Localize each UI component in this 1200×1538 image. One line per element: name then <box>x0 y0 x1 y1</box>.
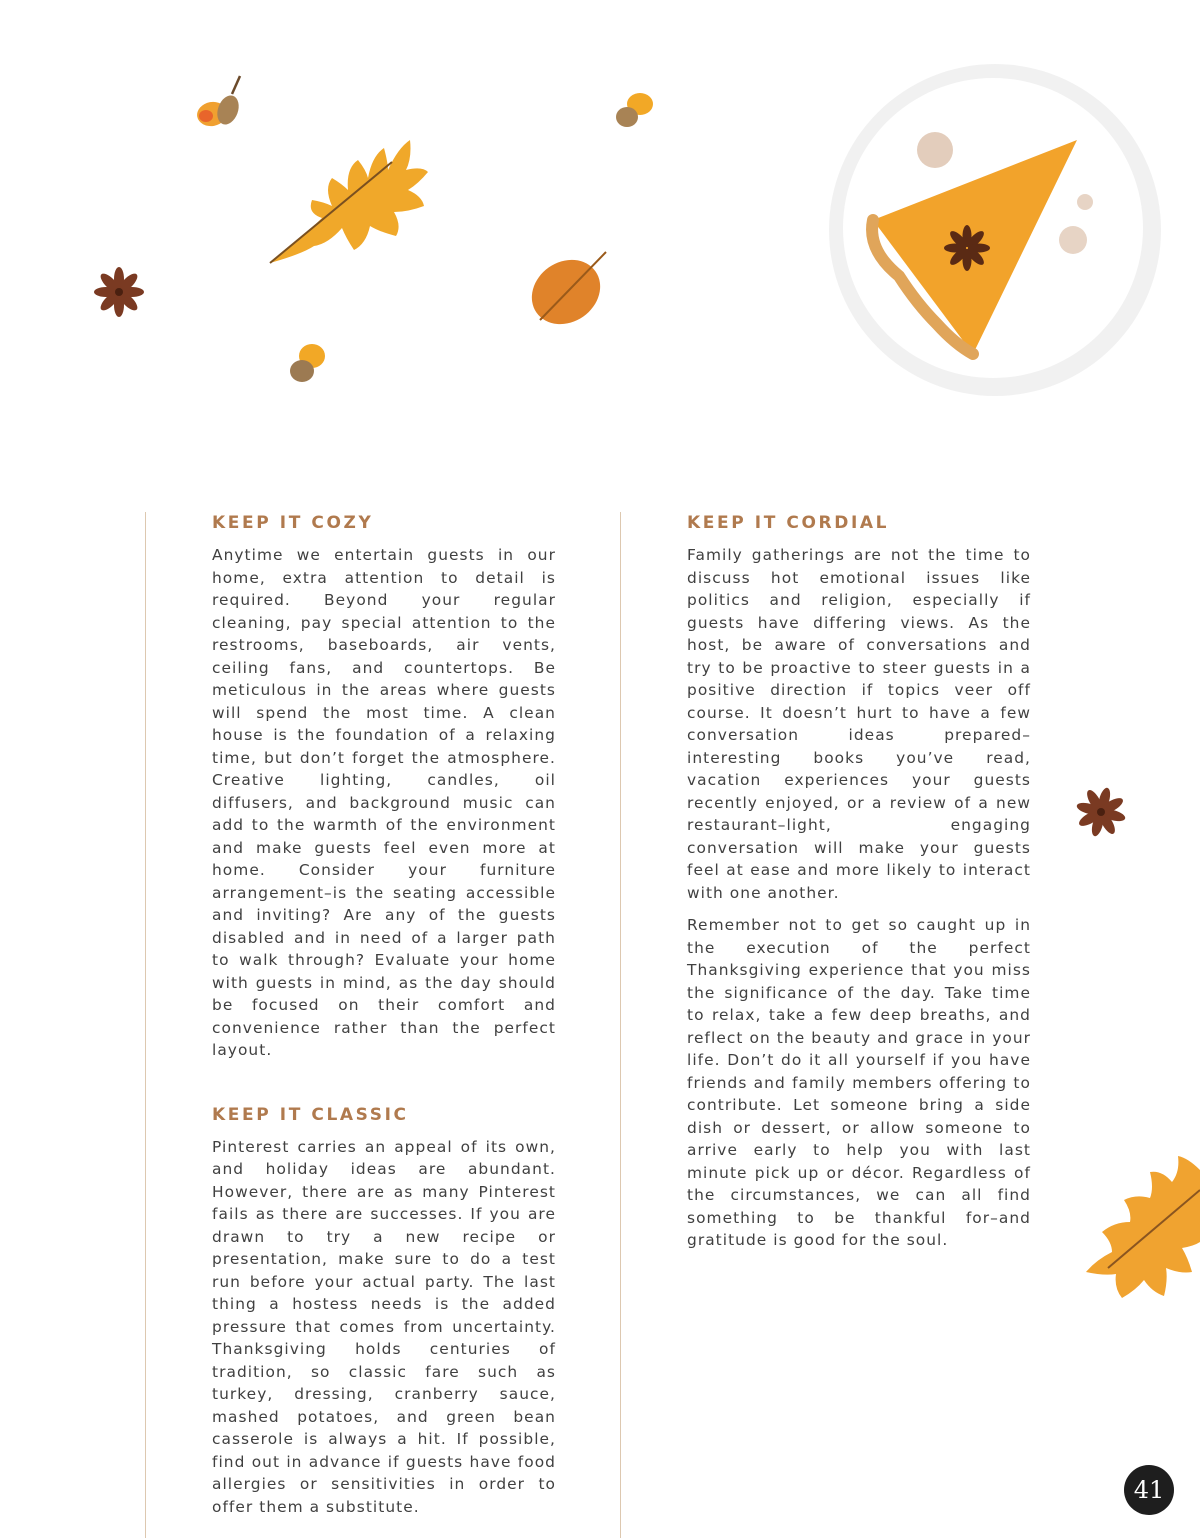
oak-leaf-icon <box>262 118 432 270</box>
left-column <box>212 512 556 1518</box>
section-keep-it-cordial <box>687 512 1031 1252</box>
section-heading: KEEP IT COZY <box>212 513 374 533</box>
section-paragraph: Anytime we entertain guests in our home, extra attention to detail is required. Beyond your regular cleaning, pay special attention to the restrooms, baseboards, air vents, ceiling fans, and countertops. Be meticulous in the areas where guests will spend the most time. A clean house is the foundation of a relaxing time, but don’t forget the atmosphere. Creative lighting, candles, oil diffusers, and background music can add to the warmth of the environment and make guests feel even more at home. Consider your furniture arrangement–is the seating accessible and inviting? Are any of the guests disabled and in need of a larger path to walk through? Evaluate your home with guests in mind, as the day should be focused on their comfort and convenience rather than the perfect layout. <box>212 546 556 1059</box>
right-column <box>687 512 1031 1252</box>
oak-leaf-icon <box>1078 1150 1200 1300</box>
section-keep-it-cozy <box>212 512 556 1062</box>
page-number-badge: 41 <box>1124 1465 1174 1515</box>
autumn-leaf-icon <box>528 248 612 330</box>
star-anise-icon <box>92 265 146 319</box>
center-column-rule <box>620 512 621 1538</box>
section-paragraph: Remember not to get so caught up in the execution of the perfect Thanksgiving experience that you miss the significance of the day. Take time to relax, take a few deep breaths, and reflect on the beauty and grace in your life. Don’t do it all yourself if you have friends and family members offering to contribute. Let someone bring a side dish or dessert, or allow someone to arrive early to help you with last minute pick up or décor. Regardless of the circumstances, we can all find something to be thankful for–and gratitude is good for the soul. <box>687 916 1031 1249</box>
left-column-rule <box>145 512 146 1538</box>
section-paragraph: Pinterest carries an appeal of its own, and holiday ideas are abundant. However, there are as many Pinterest fails as there are successes. If you are drawn to try a new recipe or presentation, make sure to do a test run before your actual party. The last thing a hostess needs is the added pressure that comes from uncertainty. Thanksgiving holds centuries of tradition, so classic fare such as turkey, dressing, cranberry sauce, mashed potatoes, and green bean casserole is always a hit. If possible, find out in advance if guests have food allergies or sensitivities in order to offer them a substitute. <box>212 1137 556 1516</box>
acorn-icon <box>282 338 334 390</box>
section-heading: KEEP IT CORDIAL <box>687 513 890 533</box>
section-keep-it-classic <box>212 1104 556 1519</box>
pumpkin-pie-slice-image <box>815 62 1175 402</box>
section-heading: KEEP IT CLASSIC <box>212 1104 409 1125</box>
acorn-icon <box>610 84 660 134</box>
section-paragraph: Family gatherings are not the time to discuss hot emotional issues like politics and religion, especially if guests have differing views. As the host, be aware of conversations and try to be proactive to steer guests in a positive direction if topics veer off course. It doesn’t hurt to have a few conversation ideas prepared–interesting books you’ve read, vacation experiences your guests recently enjoyed, or a review of a new restaurant–light, engaging conversation will make your guests feel at ease and more likely to interact with one another. <box>687 546 1031 902</box>
acorn-icon <box>190 72 260 142</box>
star-anise-icon <box>1074 785 1128 839</box>
